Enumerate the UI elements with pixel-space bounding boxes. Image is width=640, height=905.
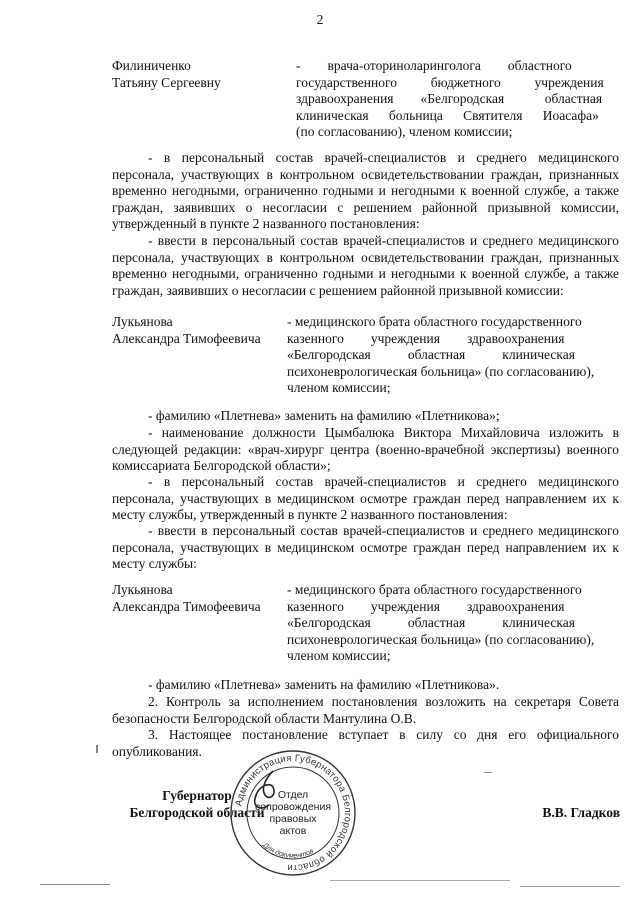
paragraph-add-to-control-exam: - ввести в персональный состав врачей-специалистов и среднего медицинского персонала, участвующих в контрольном освидетельствовании граждан, признанных временно негодными, ограниченно годными и негодными к военной службе, а также граждан, заявивших о несогласии с решением районной призывной комиссии: (112, 233, 619, 298)
stamp-ring-text: Администрация Губернатора Белгородской области (233, 752, 354, 874)
stamp-ring-bottom-text: Для документов (261, 841, 315, 860)
page-number: 2 (316, 12, 324, 27)
paragraph-surname-change-1: - фамилию «Плетнева» заменить на фамилию «Плетникова»; (148, 408, 500, 423)
paragraph-position-change: - наименование должности Цымбалюка Виктора Михайловича изложить в следующей редакции: «врач-хирург центра (военно-врачебной экспертизы) военного комиссариата Белгородской области»; (112, 425, 619, 473)
paragraph-surname-change-2: - фамилию «Плетнева» заменить на фамилию «Плетникова». (148, 677, 500, 692)
stamp-line: сопровождения (254, 801, 332, 813)
signatory-name: В.В. Гладков (542, 805, 620, 820)
stamp-line: актов (279, 825, 307, 837)
member1-description (296, 58, 620, 141)
member1-name (112, 58, 221, 91)
member1-desc-line: (по согласованию), членом комиссии; (296, 124, 513, 139)
member2-desc-line: «Белгородская областная клиническая (287, 347, 575, 362)
scan-noise (484, 772, 492, 773)
paragraph-medical-exam-composition: - в персональный состав врачей-специалистов и среднего медицинского персонала, участвующих в медицинском осмотре граждан перед направлением их к месту службы, утвержденный в пункте 2 названного постановления: (112, 474, 619, 522)
signatory-title-line1: Губернатор (162, 788, 232, 803)
member1-surname: Филиниченко (112, 58, 191, 73)
paragraph-control-assignment: 2. Контроль за исполнением постановления возложить на секретаря Совета безопасности Белгородской области Мантулина О.В. (112, 694, 619, 726)
scan-noise (40, 884, 110, 885)
member3-name (112, 582, 261, 615)
member1-given-names: Татьяну Сергеевну (112, 74, 221, 90)
member2-desc-line: членом комиссии; (287, 380, 391, 395)
member2-desc-line: казенного учреждения здравоохранения (287, 330, 565, 346)
paragraph-control-exam-composition: - в персональный состав врачей-специалистов и среднего медицинского персонала, участвующих в контрольном освидетельствовании граждан, признанных временно негодными, ограниченно годными и негодными к военной службе, а также граждан, заявивших о несогласии с решением районной призывной комиссии, утвержденный в пункте 2 названного постановления: (112, 150, 619, 231)
member3-surname: Лукьянова (112, 582, 173, 597)
member3-desc-line: - медицинского брата областного государственного (287, 582, 582, 597)
member2-name (112, 314, 261, 347)
scan-noise (520, 886, 620, 887)
member3-desc-line: «Белгородская областная клиническая (287, 615, 575, 630)
member1-desc-line: - врача-оториноларинголога областного (296, 58, 572, 73)
member3-description (287, 582, 620, 665)
paragraph-add-to-medical-exam: - ввести в персональный состав врачей-специалистов и среднего медицинского персонала, участвующих в медицинском осмотре граждан перед направлением их к месту службы: (112, 523, 619, 571)
member1-desc-line: клиническая больница Святителя Иоасафа» (296, 107, 599, 123)
member2-desc-line: - медицинского брата областного государственного (287, 314, 582, 329)
member3-desc-line: казенного учреждения здравоохранения (287, 598, 565, 614)
member2-desc-line: психоневрологическая больница» (по согласованию), (287, 363, 595, 379)
scan-noise (96, 745, 98, 753)
member1-desc-line: государственного бюджетного учреждения (296, 74, 604, 90)
handwritten-signature-icon (225, 765, 295, 815)
signatory-title-line2: Белгородской области (129, 804, 265, 820)
member2-description (287, 314, 620, 397)
scan-noise (330, 880, 510, 881)
paragraph-effective-date: 3. Настоящее постановление вступает в силу со дня его официального опубликования. (112, 727, 619, 759)
stamp-line: правовых (269, 813, 317, 825)
member3-desc-line: психоневрологическая больница» (по согласованию), (287, 631, 595, 647)
member3-desc-line: членом комиссии; (287, 648, 391, 663)
stamp-line: Отдел (277, 789, 309, 801)
member2-given-names: Александра Тимофеевича (112, 330, 261, 346)
member2-surname: Лукьянова (112, 314, 173, 329)
member3-given-names: Александра Тимофеевича (112, 598, 261, 614)
member1-desc-line: здравоохранения «Белгородская областная (296, 91, 603, 106)
